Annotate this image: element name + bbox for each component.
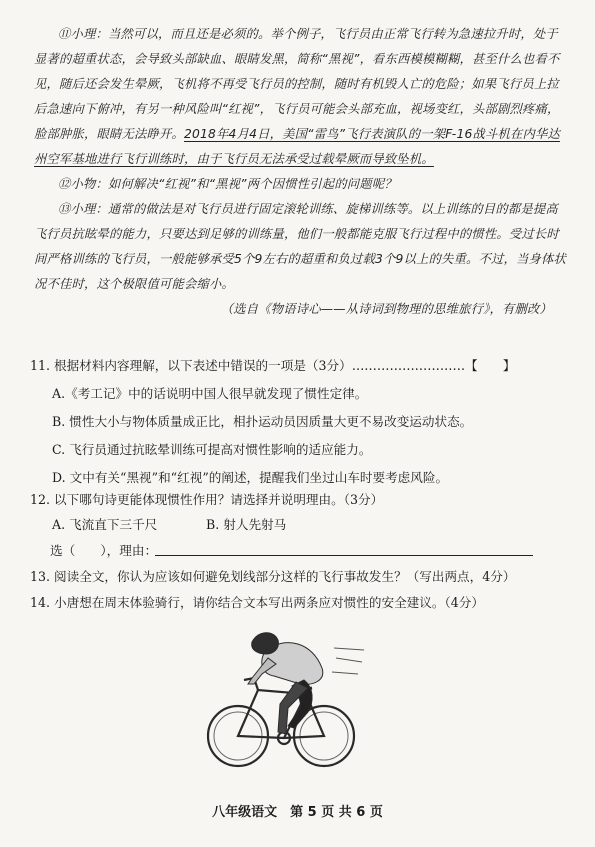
question-11-stem: 11. 根据材料内容理解，以下表述中错误的一项是（3分）……………………… — [30, 358, 466, 373]
question-11 — [30, 357, 565, 375]
q11-option-c: C. 飞行员通过抗眩晕训练可提高对惯性影响的适应能力。 — [52, 442, 372, 457]
page-footer: 八年级语文 第 5 页 共 6 页 — [212, 805, 383, 820]
source-citation: （选自《物语诗心——从诗词到物理的思维旅行》，有删改） — [220, 302, 552, 316]
cyclist-illustration — [196, 628, 366, 778]
paragraph-11-text: ⑪小理：当然可以，而且还是必须的。举个例子，飞行员由正常飞行转为急速拉升时，处于显著的超重状态，会导致头部缺血、眼睛发黑，简称“黑视”，看东西模模糊糊，甚至什么也看不见，随后还会发生晕厥，飞机将不再受飞行员的控制，随时有机毁人亡的危险；如果飞行员上拉后急速向下俯冲，有另一种风险叫“红视”，飞行员可能会头部充血，视场变红，头部剧烈疼痛，脸部肿胀，眼睛无法睁开。 — [34, 27, 560, 141]
q12-option-b: B. 射人先射马 — [206, 517, 287, 532]
q11-option-d: D. 文中有关“黑视”和“红视”的阐述，提醒我们坐过山车时要考虑风险。 — [52, 470, 449, 485]
underlined-accident-sentence: 2018年4月4日，美国“雷鸟”飞行表演队的一架F-16战斗机在内华达州空军基地进行飞行训练时，由于飞行员无法承受过载晕厥而导致坠机。 — [34, 127, 560, 166]
q12-answer-line[interactable] — [155, 555, 533, 556]
paragraph-13: ⑬小理：通常的做法是对飞行员进行固定滚轮训练、旋梯训练等。以上训练的目的都是提高飞行员抗眩晕的能力，只要达到足够的训练量，他们一般都能克服飞行过程中的惯性。受过长时间严格训练的飞行员，一般能够承受5个9左右的超重和负过载3个9以上的失重。不过，当身体状况不佳时，这个极限值可能会缩小。 — [34, 202, 566, 291]
helmet — [252, 633, 279, 654]
q11-option-a: A.《考工记》中的话说明中国人很早就发现了惯性定律。 — [52, 386, 368, 401]
paragraph-11 — [34, 22, 566, 172]
answer-bracket[interactable]: 【 】 — [465, 358, 516, 373]
q12-option-a: A. 飞流直下三千尺 — [52, 517, 158, 532]
question-14-stem: 14. 小唐想在周末体验骑行，请你结合文本写出两条应对惯性的安全建议。（4分） — [30, 595, 484, 610]
q11-option-b: B. 惯性大小与物体质量成正比，相扑运动员因质量大更不易改变运动状态。 — [52, 414, 473, 429]
question-13-stem: 13. 阅读全文，你认为应该如何避免划线部分这样的飞行事故发生？（写出两点，4分） — [30, 569, 516, 584]
passage-block — [34, 22, 566, 322]
q12-answer-prefix: 选（ ），理由： — [50, 543, 158, 558]
paragraph-12: ⑫小物：如何解决“红视”和“黑视”两个因惯性引起的问题呢？ — [58, 177, 397, 191]
question-12-stem: 12. 以下哪句诗更能体现惯性作用？请选择并说明理由。（3分） — [30, 492, 384, 507]
